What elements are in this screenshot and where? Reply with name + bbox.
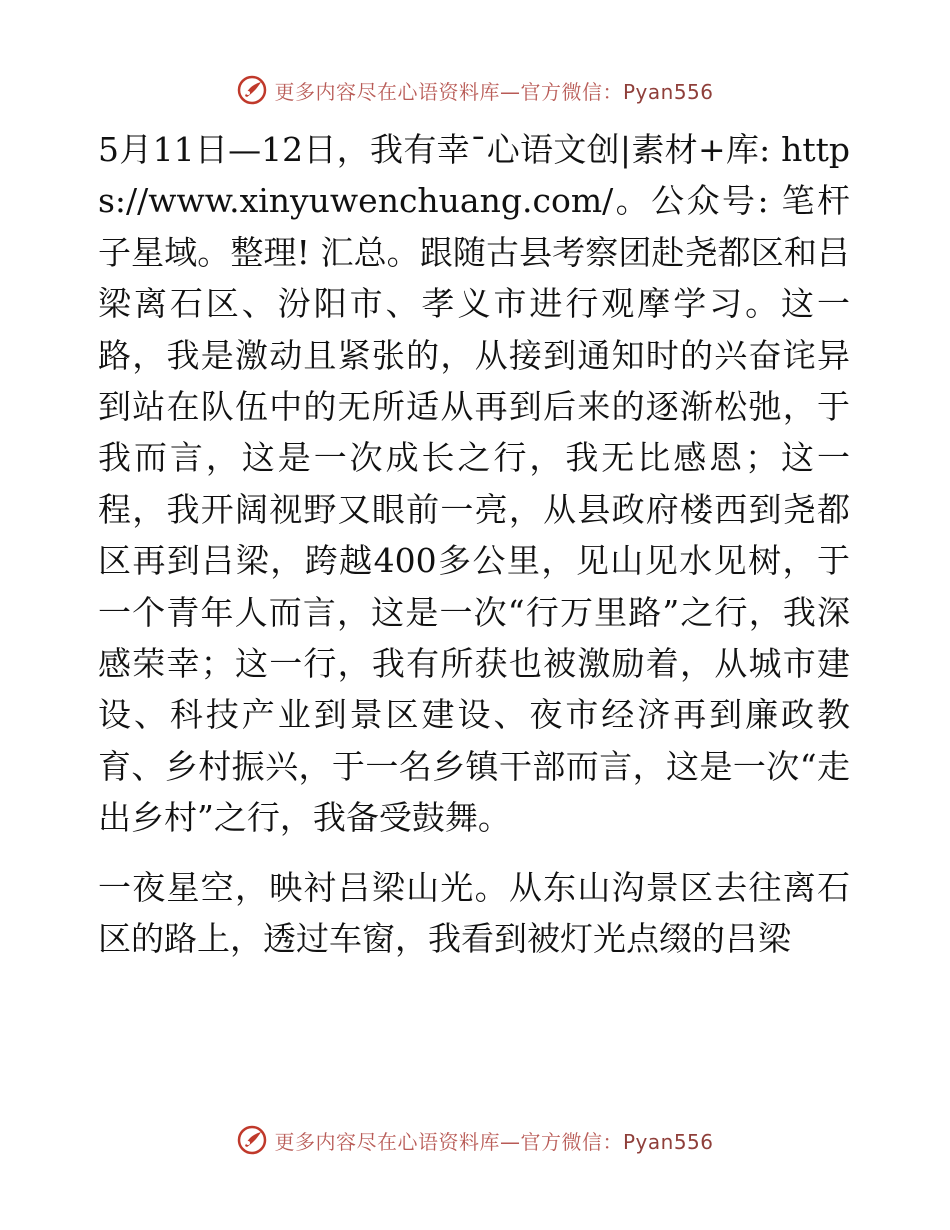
footer-banner	[0, 1122, 950, 1158]
footer-banner-id: Pyan556	[622, 1129, 714, 1154]
brand-logo-icon	[236, 1124, 268, 1156]
paragraph-1: 5月11日—12日，我有幸¯心语文创|素材+库: https://www.xinyuwenchuang.com/。公众号: 笔杆子星域。整理! 汇总。跟随古县考察团赴尧都区和吕梁离石区、汾阳市、孝义市进行观摩学习。这一路，我是激动且紧张的，从接到通知时的兴奋诧异到站在队伍中的无所适从再到后来的逐渐松弛，于我而言，这是一次成长之行，我无比感恩；这一程，我开阔视野又眼前一亮，从县政府楼西到尧都区再到吕梁，跨越400多公里，见山见水见树，于一个青年人而言，这是一次“行万里路”之行，我深感荣幸；这一行，我有所获也被激励着，从城市建设、科技产业到景区建设、夜市经济再到廉政教育、乡村振兴，于一名乡镇干部而言，这是一次“走出乡村”之行，我备受鼓舞。	[98, 130, 850, 838]
brand-logo-icon	[236, 74, 268, 106]
header-banner	[0, 72, 950, 108]
header-banner-id: Pyan556	[622, 79, 714, 104]
footer-banner-cn: 更多内容尽在心语资料库—官方微信：	[274, 1129, 623, 1154]
header-banner-text	[274, 76, 713, 105]
paragraph-2: 一夜星空，映衬吕梁山光。从东山沟景区去往离石区的路上，透过车窗，我看到被灯光点缀的吕梁	[98, 867, 850, 959]
footer-banner-text	[274, 1126, 713, 1155]
header-banner-cn: 更多内容尽在心语资料库—官方微信：	[274, 79, 623, 104]
document-body	[98, 124, 850, 965]
